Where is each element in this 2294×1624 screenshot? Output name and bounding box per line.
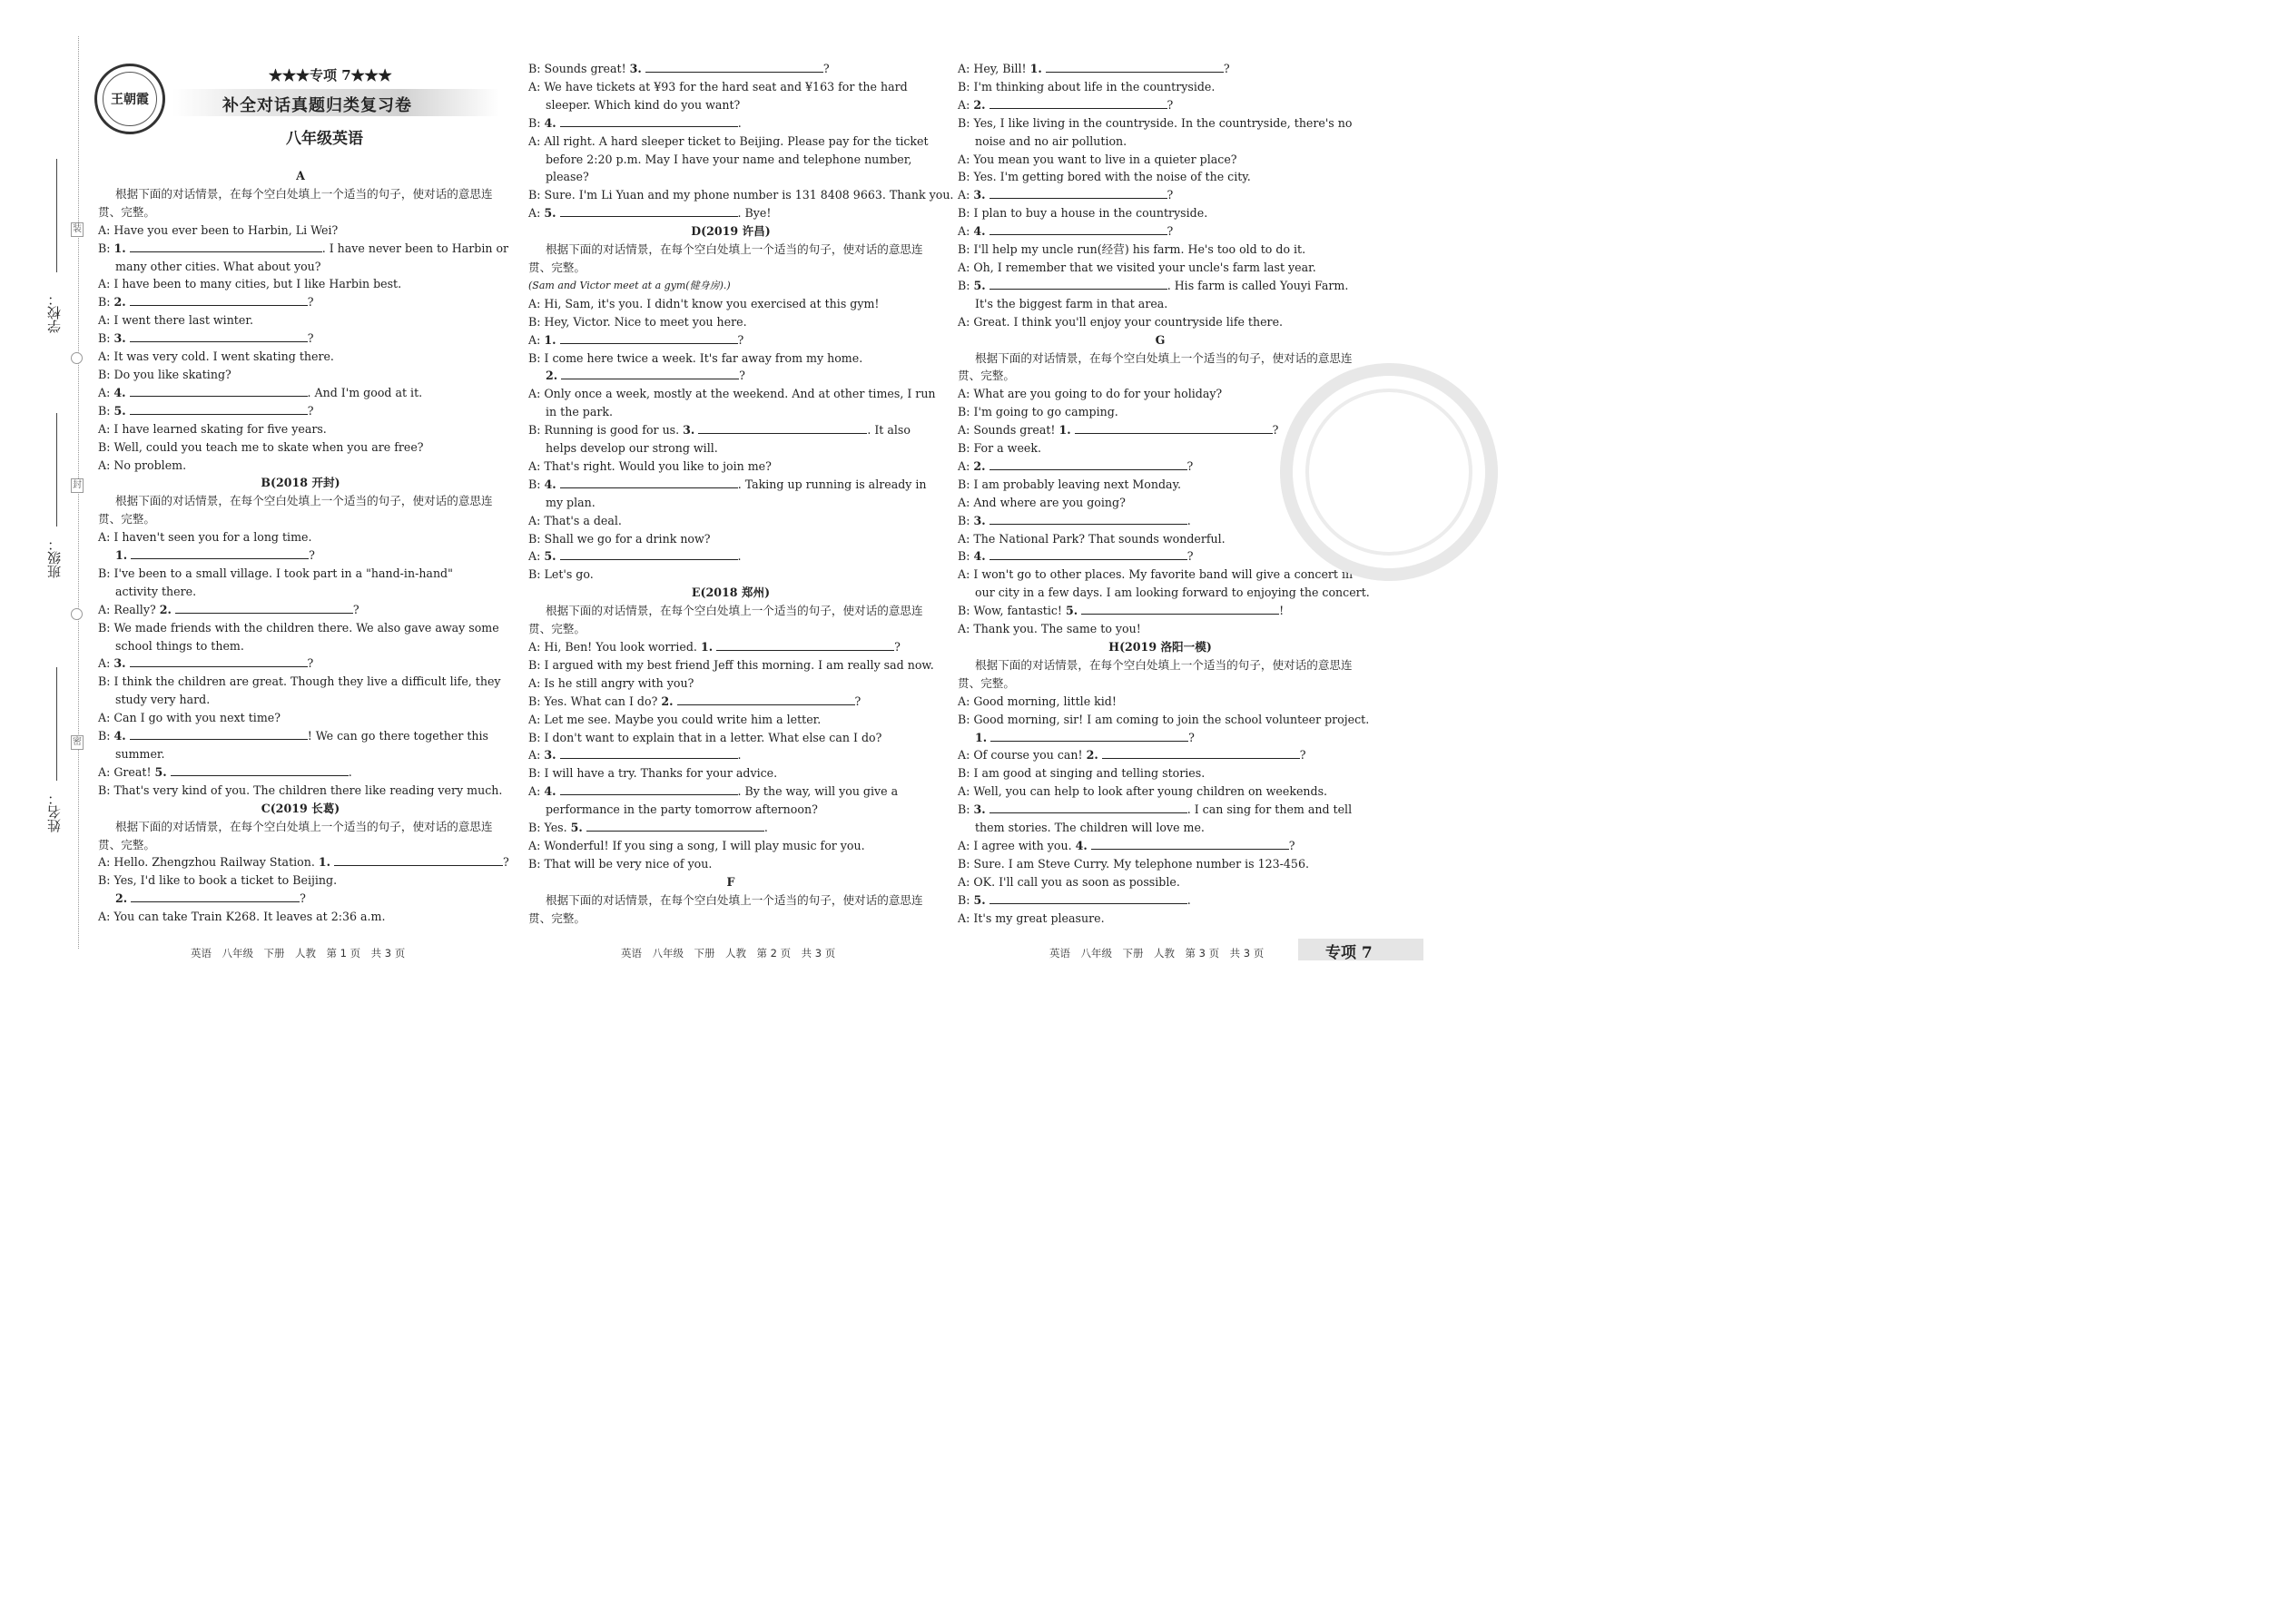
publisher-logo — [94, 64, 165, 134]
dialogue-line: A: 3. ? — [958, 188, 1174, 202]
dialogue-line: B: 5. ? — [98, 403, 314, 418]
section-title-e: E(2018 郑州) — [691, 586, 771, 600]
dialogue-line: B: Good morning, sir! I am coming to join the school volunteer project. — [958, 712, 1370, 726]
dialogue-line: B: I've been to a small village. I took part in a "hand-in-hand" — [98, 566, 453, 580]
dialogue-line: B: I don't want to explain that in a letter. What else can I do? — [528, 730, 882, 744]
dialogue-line: A: What are you going to do for your holiday? — [958, 387, 1223, 401]
answer-blank[interactable] — [560, 549, 738, 560]
answer-blank[interactable] — [677, 694, 855, 705]
dialogue-line: A: No problem. — [98, 458, 187, 472]
answer-blank[interactable] — [989, 514, 1187, 525]
class-label: 班级： — [46, 537, 63, 578]
section-instruction: 根据下面的对话情景，在每个空白处填上一个适当的句子，使对话的意思连贯、完整。 — [98, 819, 493, 851]
page-subtitle: 八年级英语 — [286, 130, 363, 148]
answer-blank[interactable] — [130, 295, 308, 306]
answer-blank[interactable] — [989, 188, 1167, 199]
dialogue-line: A: Sounds great! 1. ? — [958, 423, 1279, 438]
section-instruction: 根据下面的对话情景，在每个空白处填上一个适当的句子，使对话的意思连贯、完整。 — [98, 186, 493, 219]
dialogue-line: A: 4. . And I'm good at it. — [98, 385, 423, 399]
page-title: 补全对话真题归类复习卷 — [222, 96, 412, 115]
answer-blank[interactable] — [989, 459, 1187, 470]
dialogue-line: B: I argued with my best friend Jeff this morning. I am really sad now. — [528, 657, 934, 672]
dialogue-line: B: Hey, Victor. Nice to meet you here. — [528, 314, 747, 329]
section-instruction: 根据下面的对话情景，在每个空白处填上一个适当的句子，使对话的意思连贯、完整。 — [958, 350, 1353, 383]
section-title-b: B(2018 开封) — [261, 476, 340, 490]
answer-blank[interactable] — [561, 369, 739, 379]
answer-blank[interactable] — [586, 821, 764, 832]
binding-margin — [0, 0, 91, 1005]
dialogue-d — [528, 295, 936, 585]
dialogue-line: study very hard. — [115, 693, 211, 707]
dialogue-line: B: 4. ! We can go there together this — [98, 729, 489, 743]
dialogue-line: A: Wonderful! If you sing a song, I will play music for you. — [528, 838, 865, 852]
dialogue-line: 2. ? — [546, 369, 745, 383]
dialogue-line: B: I will have a try. Thanks for your advice. — [528, 766, 778, 781]
dialogue-line: A: OK. I'll call you as soon as possible. — [958, 874, 1180, 889]
dialogue-line: A: I have been to many cities, but I like Harbin best. — [98, 277, 402, 291]
binding-hole-icon — [71, 608, 83, 620]
dialogue-c-part1 — [98, 853, 509, 926]
column-2 — [528, 60, 954, 928]
dialogue-line: before 2:20 p.m. May I have your name and telephone number, — [546, 152, 912, 166]
dialogue-line: B: 3. . — [958, 513, 1191, 527]
answer-blank[interactable] — [1046, 62, 1224, 73]
dialogue-line: A: 2. ? — [958, 97, 1174, 112]
dialogue-c-part2 — [528, 60, 954, 222]
dialogue-line: B: Sure. I am Steve Curry. My telephone number is 123-456. — [958, 856, 1309, 871]
dialogue-line: B: 5. . — [958, 892, 1191, 907]
logo-text: 王朝霞 — [111, 93, 149, 107]
dialogue-line: A: Good morning, little kid! — [958, 694, 1117, 708]
dialogue-line: 2. ? — [115, 891, 306, 906]
dialogue-line: A: It was very cold. I went skating there. — [98, 349, 334, 364]
section-instruction: 根据下面的对话情景，在每个空白处填上一个适当的句子，使对话的意思连贯、完整。 — [528, 892, 923, 925]
dialogue-line: B: That's very kind of you. The children there like reading very much. — [98, 782, 503, 797]
dialogue-line: A: All right. A hard sleeper ticket to Beijing. Please pay for the ticket — [528, 133, 929, 148]
dialogue-line: A: 1. ? — [528, 332, 744, 347]
answer-blank[interactable] — [989, 802, 1187, 813]
dialogue-line: B: Running is good for us. 3. . It also — [528, 423, 911, 438]
section-title-a: A — [296, 169, 305, 182]
section-title-d: D(2019 许昌) — [691, 224, 771, 239]
answer-blank[interactable] — [1102, 748, 1300, 759]
answer-blank[interactable] — [560, 477, 738, 488]
seal-char-feng: 封 — [71, 478, 84, 493]
answer-blank[interactable] — [698, 423, 867, 434]
seal-watermark-inner-icon — [1305, 389, 1472, 556]
dialogue-line: A: We have tickets at ¥93 for the hard seat and ¥163 for the hard — [528, 79, 908, 94]
dialogue-line: B: 1. . I have never been to Harbin or — [98, 241, 509, 255]
dialogue-line: A: 2. ? — [958, 458, 1194, 473]
dialogue-line: B: I am probably leaving next Monday. — [958, 477, 1182, 491]
dialogue-line: A: Thank you. The same to you! — [958, 622, 1141, 636]
answer-blank[interactable] — [334, 855, 503, 866]
dialogue-line: B: I'll help my uncle run(经营) his farm. He's too old to do it. — [958, 242, 1306, 257]
dialogue-line: A: Hello. Zhengzhou Railway Station. 1. ? — [98, 855, 509, 870]
section-title-c: C(2019 长葛) — [261, 801, 340, 815]
dialogue-line: B: 3. ? — [98, 331, 314, 346]
section-instruction: 根据下面的对话情景，在每个空白处填上一个适当的句子，使对话的意思连贯、完整。 — [958, 657, 1353, 690]
dialogue-line: B: 2. ? — [98, 295, 314, 310]
page-header — [91, 58, 517, 158]
dialogue-line: B: For a week. — [958, 441, 1041, 456]
dialogue-line: B: I am good at singing and telling stories. — [958, 766, 1206, 781]
dialogue-line: many other cities. What about you? — [115, 259, 321, 273]
answer-blank[interactable] — [130, 331, 308, 342]
dialogue-line: B: Yes, I like living in the countryside. In the countryside, there's no — [958, 115, 1353, 130]
section-instruction: 根据下面的对话情景，在每个空白处填上一个适当的句子，使对话的意思连贯、完整。 — [528, 242, 923, 274]
dialogue-line: A: 3. ? — [98, 656, 314, 671]
binding-hole-icon — [71, 352, 83, 364]
dialogue-line: A: Is he still angry with you? — [528, 675, 694, 690]
answer-blank[interactable] — [1081, 604, 1279, 615]
answer-blank[interactable] — [989, 224, 1167, 235]
dialogue-line: B: 4. ? — [958, 549, 1194, 564]
answer-blank[interactable] — [989, 893, 1187, 904]
answer-blank[interactable] — [560, 206, 738, 217]
name-field[interactable] — [56, 667, 57, 781]
dialogue-line: please? — [546, 170, 589, 184]
seal-char-zhuang: 装 — [71, 222, 84, 237]
answer-blank[interactable] — [130, 241, 322, 252]
dialogue-a — [98, 221, 509, 475]
dialogue-line: B: That will be very nice of you. — [528, 856, 713, 871]
dialogue-line: B: 3. . I can sing for them and tell — [958, 802, 1353, 817]
dialogue-line: A: It's my great pleasure. — [958, 910, 1105, 925]
dialogue-line: It's the biggest farm in that area. — [975, 296, 1168, 310]
section-title-f: F — [726, 874, 735, 889]
dialogue-line: A: You mean you want to live in a quieter place? — [958, 152, 1237, 166]
dialogue-line: B: Yes. 5. . — [528, 821, 768, 835]
dialogue-line: B: Well, could you teach me to skate when you are free? — [98, 439, 424, 454]
dialogue-line: in the park. — [546, 405, 613, 419]
dialogue-line: B: I'm thinking about life in the countryside. — [958, 79, 1216, 94]
dialogue-line: B: Wow, fantastic! 5. ! — [958, 604, 1285, 618]
school-label: 学校： — [46, 292, 63, 333]
dialogue-line: A: Can I go with you next time? — [98, 711, 281, 725]
dialogue-line: A: That's a deal. — [528, 513, 622, 527]
dialogue-line: A: Hey, Bill! 1. ? — [958, 62, 1230, 75]
dialogue-line: A: Only once a week, mostly at the weekend. And at other times, I run — [528, 387, 936, 401]
answer-blank[interactable] — [1075, 423, 1273, 434]
dialogue-line: 1. ? — [115, 548, 315, 563]
dialogue-line: A: And where are you going? — [958, 495, 1126, 509]
answer-blank[interactable] — [131, 548, 309, 559]
seal-char-mi: 密 — [71, 735, 84, 750]
dialogue-line: A: 4. ? — [958, 224, 1174, 239]
answer-blank[interactable] — [171, 765, 349, 776]
dialogue-line: B: Sounds great! 3. ? — [528, 62, 830, 75]
dialogue-line: B: 4. . Taking up running is already in — [528, 477, 927, 491]
dialogue-line: performance in the party tomorrow afternoon? — [546, 802, 818, 817]
dialogue-line: A: 3. . — [528, 748, 742, 763]
dialogue-line: summer. — [115, 747, 165, 761]
column-1 — [98, 167, 509, 926]
footer-page-1: 英语 八年级 下册 人教 第 1 页 共 3 页 — [191, 947, 406, 960]
dialogue-line: helps develop our strong will. — [546, 441, 718, 456]
answer-blank[interactable] — [130, 656, 308, 667]
class-field[interactable] — [56, 413, 57, 527]
answer-blank[interactable] — [990, 731, 1188, 742]
dialogue-line: A: Great. I think you'll enjoy your countryside life there. — [958, 314, 1284, 329]
answer-blank[interactable] — [560, 748, 738, 759]
dialogue-line: A: That's right. Would you like to join me? — [528, 458, 772, 473]
dialogue-line: activity there. — [115, 584, 197, 598]
dialogue-line: our city in a few days. I am looking forward to enjoying the concert. — [975, 586, 1370, 600]
dialogue-line: B: 4. . — [528, 115, 742, 130]
dialogue-line: B: Sure. I'm Li Yuan and my phone number is 131 8408 9663. Thank you. — [528, 188, 954, 202]
dialogue-line: A: Let me see. Maybe you could write him a letter. — [528, 712, 822, 726]
dialogue-line: B: I'm going to go camping. — [958, 405, 1118, 419]
dialogue-line: my plan. — [546, 495, 596, 509]
dialogue-line: B: Yes. What can I do? 2. ? — [528, 694, 861, 708]
answer-blank[interactable] — [175, 603, 353, 614]
dialogue-line: A: Great! 5. . — [98, 764, 352, 779]
dialogue-line: noise and no air pollution. — [975, 133, 1127, 148]
answer-blank[interactable] — [1091, 839, 1289, 850]
answer-blank[interactable] — [645, 62, 823, 73]
dialogue-line: A: 5. . Bye! — [528, 206, 772, 221]
dialogue-line: A: You can take Train K268. It leaves at 2:36 a.m. — [98, 910, 386, 924]
dialogue-line: A: The National Park? That sounds wonderful. — [958, 531, 1226, 546]
series-label: ★★★专项 7★★★ — [269, 67, 392, 84]
dialogue-line: B: Yes, I'd like to book a ticket to Beijing. — [98, 873, 338, 888]
answer-blank[interactable] — [989, 98, 1167, 109]
dialogue-h — [958, 693, 1370, 928]
dialogue-b — [98, 528, 503, 800]
footer-page-2: 英语 八年级 下册 人教 第 2 页 共 3 页 — [621, 947, 836, 960]
answer-blank[interactable] — [989, 549, 1187, 560]
answer-blank[interactable] — [560, 333, 738, 344]
answer-blank[interactable] — [130, 386, 308, 397]
dialogue-line: A: Well, you can help to look after young children on weekends. — [958, 784, 1328, 799]
dialogue-line: B: 5. . His farm is called Youyi Farm. — [958, 278, 1349, 292]
section-instruction: 根据下面的对话情景，在每个空白处填上一个适当的句子，使对话的意思连贯、完整。 — [528, 604, 923, 636]
dialogue-line: 1. ? — [975, 730, 1195, 744]
dialogue-line: A: I haven't seen you for a long time. — [98, 530, 312, 545]
dialogue-line: A: I won't go to other places. My favorite band will give a concert in — [958, 567, 1354, 582]
section-title-h: H(2019 洛阳一模) — [1108, 640, 1212, 654]
dialogue-line: B: I think the children are great. Though they live a difficult life, they — [98, 674, 501, 689]
dialogue-line: A: Have you ever been to Harbin, Li Wei? — [98, 222, 339, 237]
answer-blank[interactable] — [130, 404, 308, 415]
dialogue-e — [528, 638, 933, 873]
dialogue-line: A: 5. . — [528, 549, 742, 564]
dialogue-line: A: Oh, I remember that we visited your uncle's farm last year. — [958, 260, 1316, 274]
dialogue-line: A: I agree with you. 4. ? — [958, 838, 1295, 852]
name-label: 姓名： — [46, 792, 63, 832]
answer-blank[interactable] — [560, 116, 738, 127]
answer-blank[interactable] — [131, 891, 300, 902]
footer-page-3: 英语 八年级 下册 人教 第 3 页 共 3 页 — [1049, 947, 1265, 960]
dialogue-line: A: Hi, Sam, it's you. I didn't know you exercised at this gym! — [528, 296, 880, 310]
school-field[interactable] — [56, 159, 57, 272]
dialogue-line: A: 4. . By the way, will you give a — [528, 784, 899, 799]
dialogue-f — [958, 60, 1363, 331]
answer-blank[interactable] — [560, 784, 738, 795]
dialogue-line: A: Of course you can! 2. ? — [958, 748, 1306, 763]
dialogue-line: B: I come here twice a week. It's far away from my home. — [528, 350, 863, 365]
dialogue-line: B: Do you like skating? — [98, 367, 231, 381]
series-tag-label: 专项 7 — [1325, 944, 1373, 962]
dialogue-line: sleeper. Which kind do you want? — [546, 97, 741, 112]
section-instruction: 根据下面的对话情景，在每个空白处填上一个适当的句子，使对话的意思连贯、完整。 — [98, 494, 493, 527]
scene-note: (Sam and Victor meet at a gym(健身房).) — [528, 279, 731, 291]
answer-blank[interactable] — [989, 279, 1167, 290]
dialogue-line: A: I have learned skating for five years. — [98, 421, 327, 436]
dialogue-line: B: I plan to buy a house in the countryside. — [958, 206, 1208, 221]
answer-blank[interactable] — [716, 640, 894, 651]
dialogue-line: B: Yes. I'm getting bored with the noise of the city. — [958, 170, 1251, 184]
dialogue-line: B: Let's go. — [528, 567, 594, 582]
dialogue-line: A: Hi, Ben! You look worried. 1. ? — [528, 640, 901, 654]
dialogue-line: school things to them. — [115, 638, 244, 653]
dialogue-line: A: I went there last winter. — [98, 313, 253, 328]
dialogue-line: A: Really? 2. ? — [98, 602, 359, 616]
dialogue-line: B: We made friends with the children there. We also gave away some — [98, 620, 499, 635]
answer-blank[interactable] — [130, 729, 308, 740]
section-title-g: G — [1155, 332, 1166, 347]
dialogue-line: B: Shall we go for a drink now? — [528, 531, 711, 546]
dialogue-line: them stories. The children will love me. — [975, 821, 1205, 835]
